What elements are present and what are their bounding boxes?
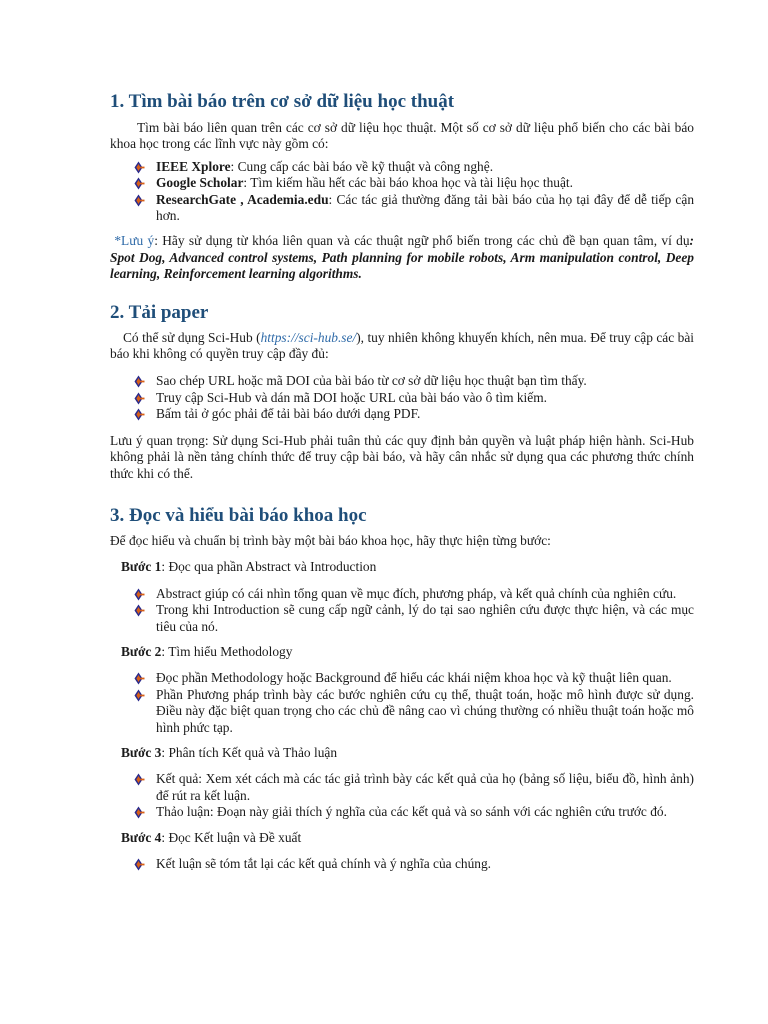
section-1-intro: Tìm bài báo liên quan trên các cơ sở dữ liệu học thuật. Một số cơ sở dữ liệu phổ biến cho các bài báo khoa học trong các lĩnh vực này gồm có: [110,120,694,152]
database-desc: : Cung cấp các bài báo về kỹ thuật và công nghệ. [230,158,494,174]
intro-after: ), tuy nhiên không khuyến khích, nên mua. Để truy cập các bài báo khi không có quyền truy cập đầy đủ: [110,329,694,362]
step-label: Bước 1 [121,559,162,575]
database-name: Google Scholar [156,175,244,191]
section-1-note [110,233,694,282]
list-item [110,159,694,175]
step-title: : Đọc qua phần Abstract và Introduction [161,559,377,575]
note-examples: : Spot Dog, Advanced control systems, Path planning for mobile robots, Arm manipulation control, Deep learning, Reinforcement learning algorithms. [110,233,694,282]
section-3-heading: 3. Đọc và hiểu bài báo khoa học [110,504,367,526]
section-1-heading: 1. Tìm bài báo trên cơ sở dữ liệu học thuật [110,91,455,112]
list-item [110,771,694,804]
database-name: ResearchGate , Academia.edu [156,191,329,207]
step-3-title [121,745,694,761]
list-item [110,390,694,406]
list-item [110,406,694,422]
database-desc: : Tìm kiếm hầu hết các bài báo khoa học và tài liệu học thuật. [243,175,573,191]
bullet-icon [132,773,145,786]
step-title: : Tìm hiểu Methodology [161,643,293,659]
step-label: Bước 2 [121,643,162,659]
step-4-title [121,830,694,846]
download-steps-list [110,373,694,422]
bullet-icon [132,408,145,421]
list-item-text: Phần Phương pháp trình bày các bước nghiên cứu cụ thể, thuật toán, hoặc mô hình được sử dụng. Điều này đặc biệt quan trọng cho các chủ đề nâng cao vì chúng thường có nhiều thuật toán hoặc mô hình phức tạp. [156,686,694,735]
list-item [110,804,694,820]
bullet-icon [132,177,145,190]
list-item-text: Bấm tải ở góc phải để tải bài báo dưới dạng PDF. [156,406,421,422]
list-item [110,175,694,191]
list-item [110,586,694,602]
list-item-text: Kết luận sẽ tóm tắt lại các kết quả chính và ý nghĩa của chúng. [156,856,492,871]
bullet-icon [132,375,145,388]
note-label: *Lưu ý [114,233,155,249]
database-list [110,159,694,225]
list-item-text: Kết quả: Xem xét cách mà các tác giả trình bày các kết quả của họ (bảng số liệu, biểu đồ, hình ảnh) để rút ra kết luận. [156,771,694,803]
step-label: Bước 3 [121,744,162,760]
section-2-heading: 2. Tải paper [110,301,209,323]
bullet-icon [132,161,145,174]
sci-hub-link[interactable]: https://sci-hub.se/ [260,329,357,345]
list-item [110,192,694,225]
document-content [110,90,694,872]
step-2-list [110,670,694,736]
step-label: Bước 4 [121,829,162,845]
section-2-warning: Lưu ý quan trọng: Sử dụng Sci-Hub phải tuân thủ các quy định bản quyền và luật pháp hiện hành. Sci-Hub không phải là nền tảng chính thức để truy cập bài báo, và hãy cân nhắc sử dụng qua các phương thức chính thức khi có thể. [110,432,694,481]
bullet-icon [132,194,145,207]
list-item [110,373,694,389]
bullet-icon [132,392,145,405]
list-item [110,670,694,686]
step-2-title [121,644,694,660]
section-3-intro: Để đọc hiểu và chuẩn bị trình bày một bài báo khoa học, hãy thực hiện từng bước: [110,532,551,548]
step-4-list [110,856,694,872]
list-item-text: Thảo luận: Đoạn này giải thích ý nghĩa của các kết quả và so sánh với các nghiên cứu trước đó. [156,804,667,820]
step-1-list [110,586,694,635]
list-item-text: Đọc phần Methodology hoặc Background để hiểu các khái niệm khoa học và kỹ thuật liên quan. [156,670,672,686]
list-item-text: Truy cập Sci-Hub và dán mã DOI hoặc URL của bài báo vào ô tìm kiếm. [156,389,547,405]
bullet-icon [132,689,145,702]
step-3-list [110,771,694,820]
section-2-intro [110,330,694,363]
intro-before: Có thể sử dụng Sci-Hub ( [123,329,261,345]
list-item [110,602,694,635]
list-item-text: Trong khi Introduction sẽ cung cấp ngữ cảnh, lý do tại sao nghiên cứu được thực hiện, và các mục tiêu của nó. [156,602,694,634]
list-item [110,856,694,872]
bullet-icon [132,858,145,871]
bullet-icon [132,806,145,819]
step-1-title [121,559,694,575]
list-item [110,687,694,736]
step-title: : Đọc Kết luận và Đề xuất [161,829,302,845]
bullet-icon [132,604,145,617]
note-text: : Hãy sử dụng từ khóa liên quan và các thuật ngữ phổ biến trong các chủ đề bạn quan tâm, ví dụ [154,233,690,249]
list-item-text: Sao chép URL hoặc mã DOI của bài báo từ cơ sở dữ liệu học thuật bạn tìm thấy. [156,373,587,389]
database-desc: : Các tác giả thường đăng tải bài báo của họ tại đây để dễ tiếp cận hơn. [156,191,695,224]
list-item-text: Abstract giúp có cái nhìn tổng quan về mục đích, phương pháp, và kết quả chính của nghiên cứu. [156,585,677,601]
database-name: IEEE Xplore [156,158,231,174]
step-title: : Phân tích Kết quả và Thảo luận [161,744,338,760]
bullet-icon [132,588,145,601]
bullet-icon [132,672,145,685]
